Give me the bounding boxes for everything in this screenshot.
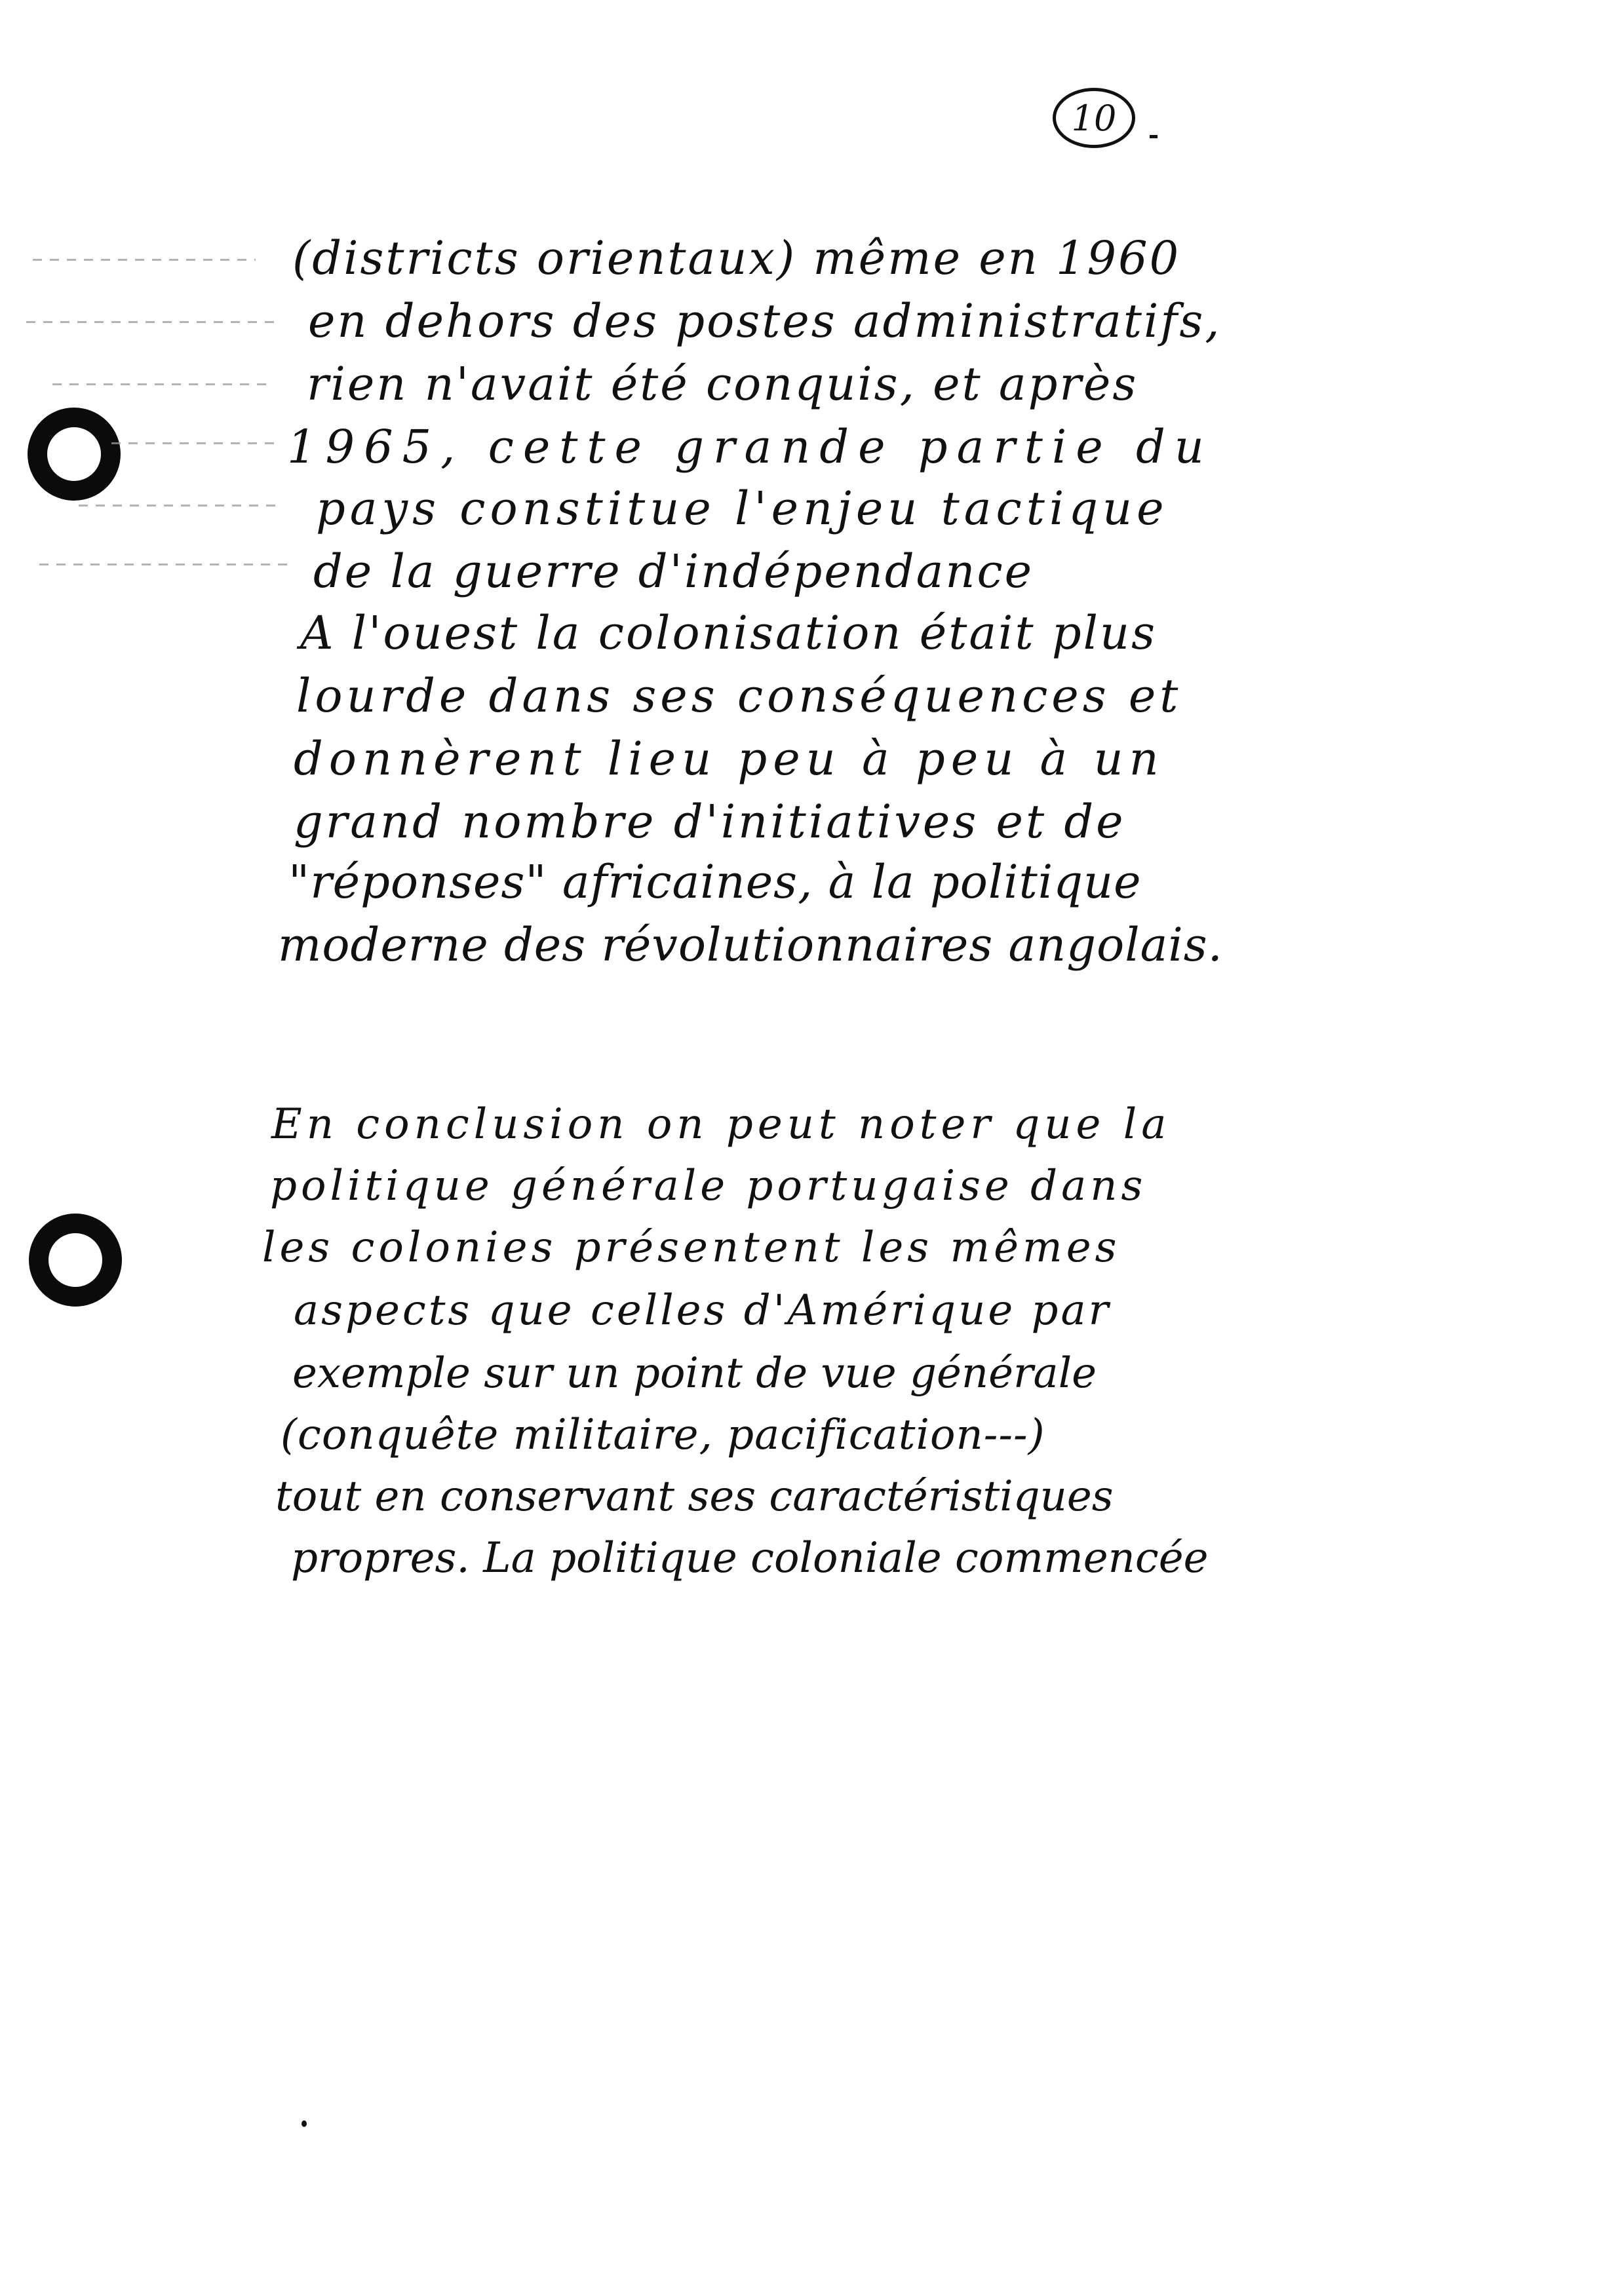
paragraph-2-line-5: exemple sur un point de vue générale bbox=[292, 1349, 1097, 1398]
paragraph-1-line-11: "réponses" africaines, à la politique bbox=[288, 855, 1142, 909]
paragraph-2-line-8: propres. La politique coloniale commencée bbox=[291, 1534, 1209, 1582]
paragraph-1-line-6: de la guerre d'indépendance bbox=[313, 545, 1034, 598]
paragraph-2-line-3: les colonies présentent les mêmes bbox=[262, 1223, 1121, 1272]
paragraph-1-line-4: 1965, cette grande partie du bbox=[287, 420, 1213, 474]
paragraph-1-line-12: moderne des révolutionnaires angolais. bbox=[278, 918, 1223, 972]
paragraph-2-line-6: (conquête militaire, pacification---) bbox=[281, 1411, 1045, 1459]
paragraph-2-line-7: tout en conservant ses caractéristiques bbox=[275, 1472, 1114, 1521]
paragraph-1-line-10: grand nombre d'initiatives et de bbox=[294, 795, 1126, 849]
faint-bleed-through-marks bbox=[20, 229, 295, 596]
paragraph-1-line-3: rien n'avait été conquis, et après bbox=[307, 357, 1138, 411]
stray-ink-dot bbox=[302, 2120, 307, 2127]
paragraph-1-line-9: donnèrent lieu peu à peu à un bbox=[294, 732, 1165, 786]
page-number: 10 bbox=[1053, 88, 1135, 148]
paragraph-1-line-5: pays constitue l'enjeu tactique bbox=[316, 482, 1169, 535]
paragraph-2-line-1: En conclusion on peut noter que la bbox=[271, 1100, 1171, 1149]
paragraph-1-line-2: en dehors des postes administratifs, bbox=[308, 294, 1222, 348]
punch-hole-middle bbox=[29, 1214, 122, 1307]
paragraph-1-line-7: A l'ouest la colonisation était plus bbox=[300, 606, 1158, 660]
paragraph-1-line-8: lourde dans ses conséquences et bbox=[296, 669, 1182, 723]
paragraph-1-line-1: (districts orientaux) même en 1960 bbox=[292, 231, 1181, 285]
paragraph-2-line-2: politique générale portugaise dans bbox=[270, 1162, 1147, 1210]
page-number-dot bbox=[1150, 135, 1158, 138]
paragraph-2-line-4: aspects que celles d'Amérique par bbox=[294, 1286, 1112, 1335]
